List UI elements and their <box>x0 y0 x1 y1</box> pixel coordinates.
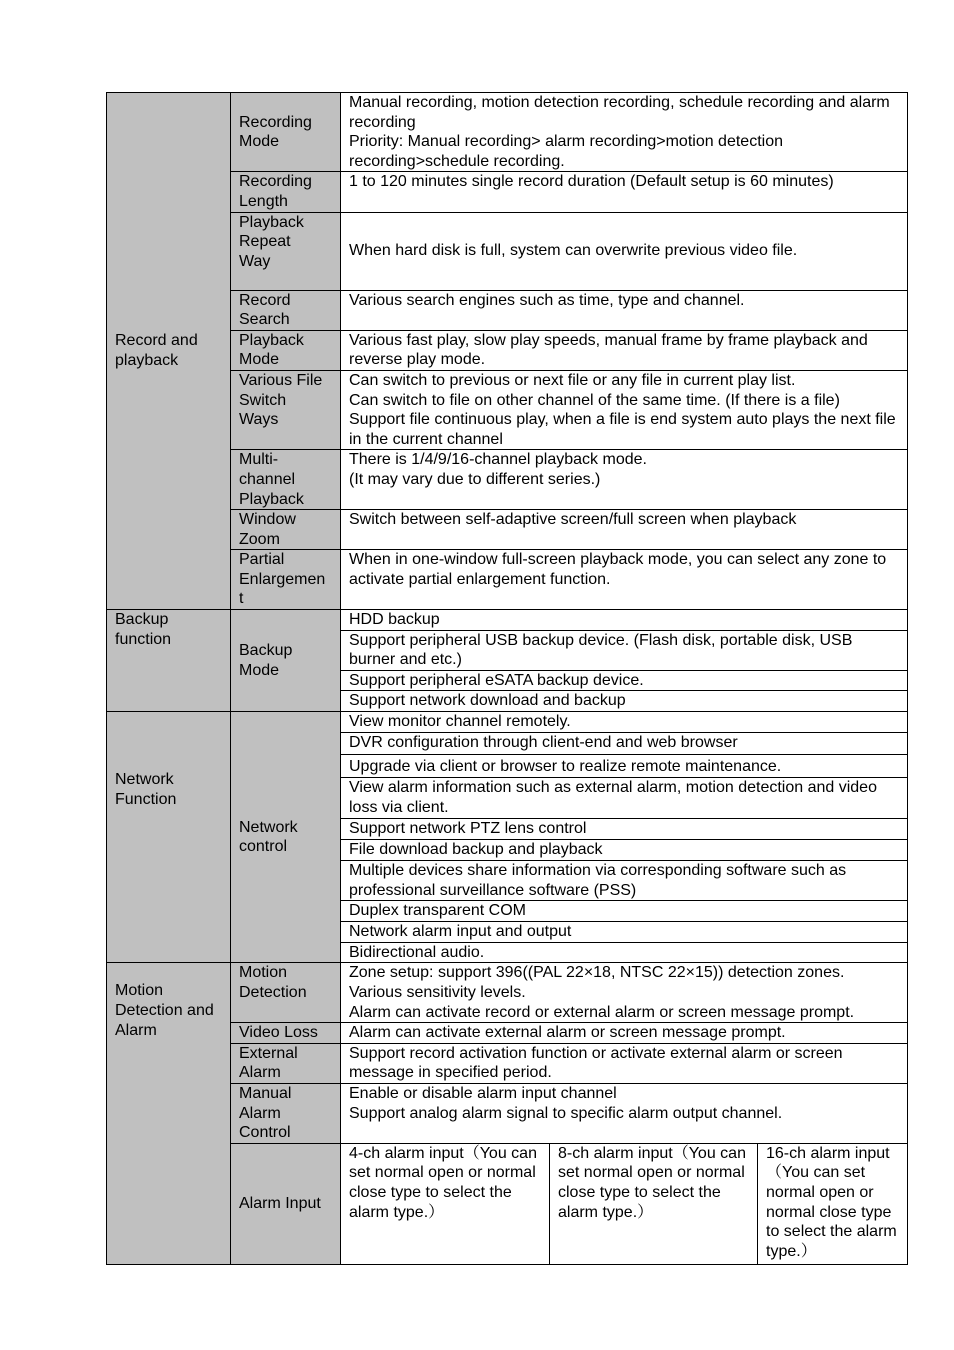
feature-playback-mode: Playback Mode <box>231 330 341 370</box>
table-row <box>107 610 908 631</box>
description-cell: Enable or disable alarm input channel Support analog alarm signal to specific alarm output channel. <box>341 1083 908 1143</box>
description-cell: Bidirectional audio. <box>341 942 908 963</box>
description-cell: Various fast play, slow play speeds, manual frame by frame playback and reverse play mode. <box>341 330 908 370</box>
description-cell: Support record activation function or activate external alarm or screen message in specified period. <box>341 1043 908 1083</box>
description-cell: When hard disk is full, system can overwrite previous video file. <box>341 212 908 290</box>
description-cell: Network alarm input and output <box>341 922 908 943</box>
description-cell: View alarm information such as external alarm, motion detection and video loss via client. <box>341 778 908 819</box>
category-backup-function: Backup function <box>107 610 231 712</box>
description-cell: Zone setup: support 396((PAL 22×18, NTSC 22×15)) detection zones. Various sensitivity levels. Alarm can activate record or external alarm or screen message prompt. <box>341 963 908 1023</box>
feature-record-search: Record Search <box>231 290 341 330</box>
feature-partial-enlargement: Partial Enlargemen t <box>231 550 341 610</box>
description-cell: Switch between self-adaptive screen/full screen when playback <box>341 510 908 550</box>
description-cell: Support peripheral eSATA backup device. <box>341 670 908 691</box>
description-cell: Support network PTZ lens control <box>341 819 908 840</box>
feature-various-file-switch-ways: Various File Switch Ways <box>231 370 341 449</box>
description-cell: Multiple devices share information via corresponding software such as professional surveillance software (PSS) <box>341 861 908 901</box>
description-cell: File download backup and playback <box>341 840 908 861</box>
description-cell: Can switch to previous or next file or any file in current play list. Can switch to file on other channel of the same time. (If there is a file) Support file continuous play, when a file is end system auto plays the next file in the current channel <box>341 370 908 449</box>
feature-playback-repeat-way: Playback Repeat Way <box>231 212 341 290</box>
table-row <box>107 963 908 1023</box>
description-cell: View monitor channel remotely. <box>341 712 908 733</box>
description-cell: HDD backup <box>341 610 908 631</box>
feature-multi-channel-playback: Multi- channel Playback <box>231 450 341 510</box>
description-cell: When in one-window full-screen playback mode, you can select any zone to activate partial enlargement function. <box>341 550 908 610</box>
feature-recording-length: Recording Length <box>231 172 341 212</box>
feature-manual-alarm-control: Manual Alarm Control <box>231 1083 341 1143</box>
spec-table <box>106 92 908 1265</box>
feature-window-zoom: Window Zoom <box>231 510 341 550</box>
feature-backup-mode: Backup Mode <box>231 610 341 712</box>
description-cell: There is 1/4/9/16-channel playback mode. (It may vary due to different series.) <box>341 450 908 510</box>
description-cell: Duplex transparent COM <box>341 901 908 922</box>
alarm-input-8ch: 8-ch alarm input（You can set normal open or normal close type to select the alarm type.） <box>550 1143 758 1264</box>
feature-network-control: Network control <box>231 712 341 963</box>
category-motion-detection-alarm: Motion Detection and Alarm <box>107 963 231 1264</box>
description-cell: Support peripheral USB backup device. (Flash disk, portable disk, USB burner and etc.) <box>341 630 908 670</box>
description-cell: Manual recording, motion detection recording, schedule recording and alarm recording Priority: Manual recording> alarm recording>motion detection recording>schedule recording. <box>341 93 908 172</box>
feature-video-loss: Video Loss <box>231 1023 341 1044</box>
category-network-function: Network Function <box>107 712 231 963</box>
table-row <box>107 712 908 733</box>
description-cell: Upgrade via client or browser to realize remote maintenance. <box>341 755 908 778</box>
description-cell: Various search engines such as time, type and channel. <box>341 290 908 330</box>
alarm-input-16ch: 16-ch alarm input（You can set normal open or normal close type to select the alarm type.） <box>758 1143 908 1264</box>
category-record-playback: Record and playback <box>107 93 231 610</box>
description-cell: Alarm can activate external alarm or screen message prompt. <box>341 1023 908 1044</box>
feature-external-alarm: External Alarm <box>231 1043 341 1083</box>
feature-alarm-input: Alarm Input <box>231 1143 341 1264</box>
table-row <box>107 93 908 172</box>
alarm-input-4ch: 4-ch alarm input（You can set normal open or normal close type to select the alarm type.） <box>341 1143 550 1264</box>
description-cell: 1 to 120 minutes single record duration (Default setup is 60 minutes) <box>341 172 908 212</box>
description-cell: Support network download and backup <box>341 691 908 712</box>
feature-motion-detection: Motion Detection <box>231 963 341 1023</box>
description-cell: DVR configuration through client-end and web browser <box>341 733 908 755</box>
feature-recording-mode: Recording Mode <box>231 93 341 172</box>
